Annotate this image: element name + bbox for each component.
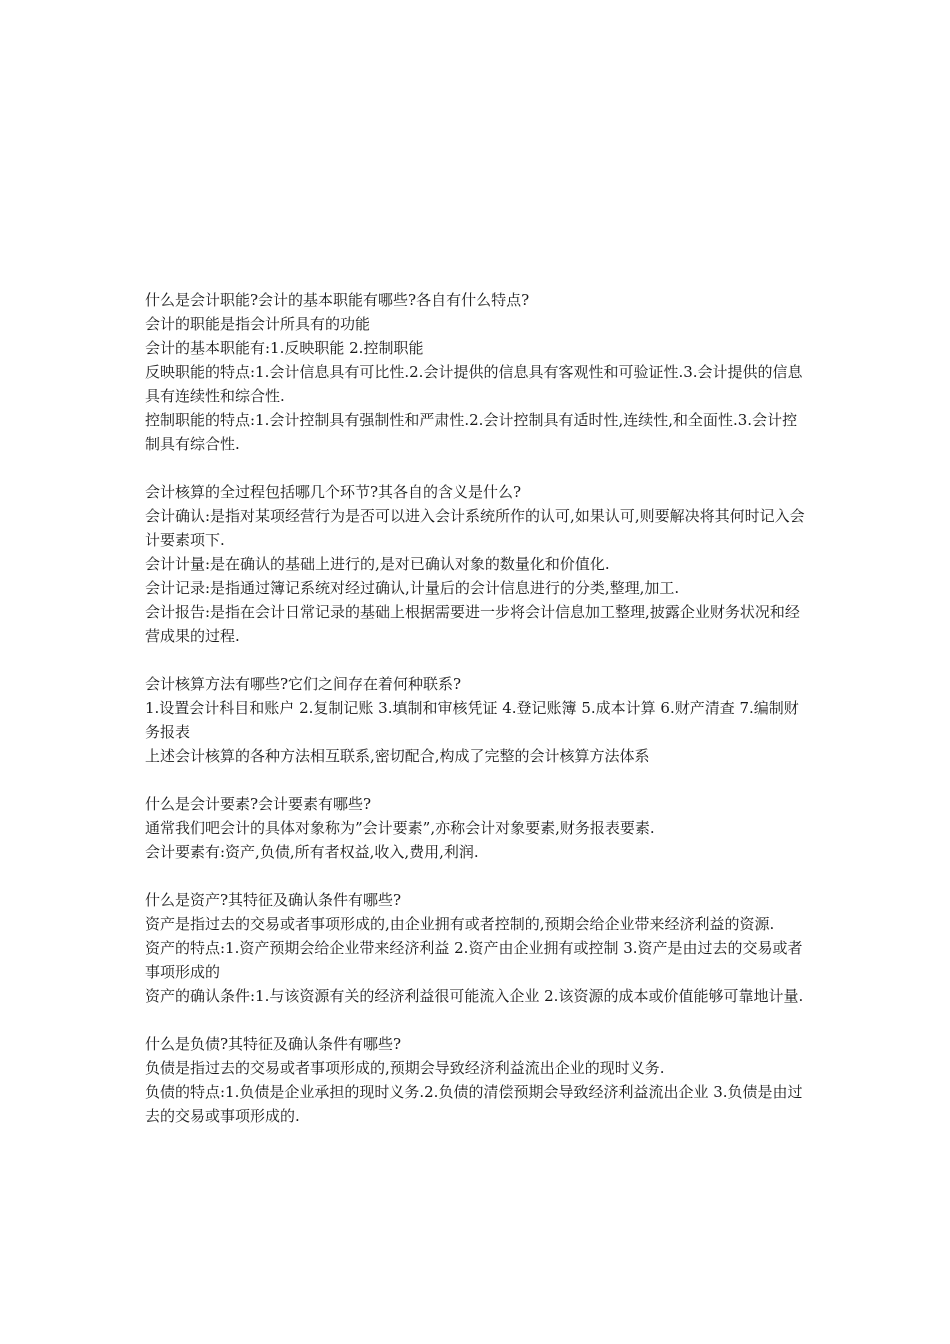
section-heading: 什么是会计要素?会计要素有哪些? (145, 795, 372, 813)
paragraph: 会计确认:是指对某项经营行为是否可以进入会计系统所作的认可,如果认可,则要解决将其何时记入会计要素项下. (145, 507, 805, 549)
paragraph: 通常我们吧会计的具体对象称为”会计要素”,亦称会计对象要素,财务报表要素. (145, 819, 655, 837)
paragraph: 会计的职能是指会计所具有的功能 (145, 315, 371, 333)
section-heading: 什么是资产?其特征及确认条件有哪些? (145, 891, 402, 909)
paragraph: 会计报告:是指在会计日常记录的基础上根据需要进一步将会计信息加工整理,披露企业财务状况和经营成果的过程. (145, 603, 800, 645)
paragraph: 会计的基本职能有:1.反映职能 2.控制职能 (145, 339, 424, 357)
paragraph: 上述会计核算的各种方法相互联系,密切配合,构成了完整的会计核算方法体系 (145, 747, 650, 765)
paragraph: 资产是指过去的交易或者事项形成的,由企业拥有或者控制的,预期会给企业带来经济利益的资源. (145, 915, 775, 933)
paragraph: 会计计量:是在确认的基础上进行的,是对已确认对象的数量化和价值化. (145, 555, 610, 573)
section-heading: 什么是负债?其特征及确认条件有哪些? (145, 1035, 402, 1053)
paragraph: 会计要素有:资产,负债,所有者权益,收入,费用,利润. (145, 843, 479, 861)
paragraph: 什么是会计职能?会计的基本职能有哪些?各自有什么特点? (145, 291, 530, 309)
paragraph: 反映职能的特点:1.会计信息具有可比性.2.会计提供的信息具有客观性和可验证性.3.会计提供的信息具有连续性和综合性. (145, 363, 803, 405)
paragraph: 控制职能的特点:1.会计控制具有强制性和严肃性.2.会计控制具有适时性,连续性,和全面性.3.会计控制具有综合性. (145, 411, 798, 453)
section-heading: 会计核算方法有哪些?它们之间存在着何种联系? (145, 675, 462, 693)
document-body (145, 288, 810, 1128)
paragraph: 会计记录:是指通过簿记系统对经过确认,计量后的会计信息进行的分类,整理,加工. (145, 579, 680, 597)
paragraph: 负债是指过去的交易或者事项形成的,预期会导致经济利益流出企业的现时义务. (145, 1059, 665, 1077)
paragraph: 资产的确认条件:1.与该资源有关的经济利益很可能流入企业 2.该资源的成本或价值能够可靠地计量. (145, 987, 804, 1005)
paragraph: 负债的特点:1.负债是企业承担的现时义务.2.负债的清偿预期会导致经济利益流出企业 3.负债是由过去的交易或事项形成的. (145, 1083, 803, 1125)
paragraph: 1.设置会计科目和账户 2.复制记账 3.填制和审核凭证 4.登记账簿 5.成本计算 6.财产清查 7.编制财务报表 (145, 699, 799, 741)
paragraph: 资产的特点:1.资产预期会给企业带来经济利益 2.资产由企业拥有或控制 3.资产是由过去的交易或者事项形成的 (145, 939, 803, 981)
section-heading: 会计核算的全过程包括哪几个环节?其各自的含义是什么? (145, 483, 522, 501)
